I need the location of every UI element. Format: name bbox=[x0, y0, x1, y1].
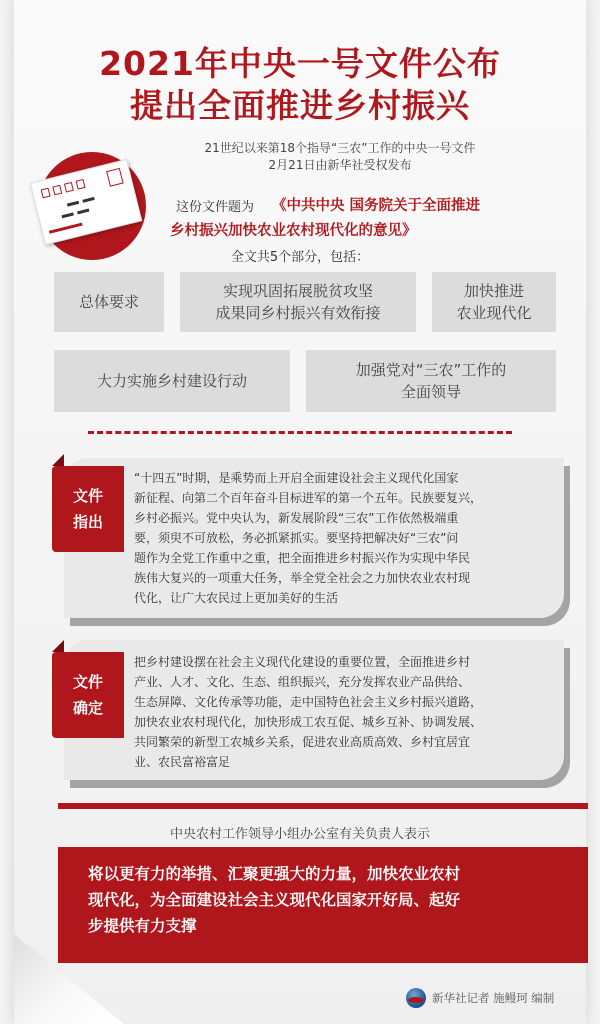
part-agri-modernization bbox=[432, 272, 556, 332]
card-document-determines bbox=[64, 640, 564, 780]
address-line bbox=[82, 197, 94, 203]
tag-label-line1: 文件 bbox=[72, 487, 103, 505]
postcode-box bbox=[64, 182, 74, 193]
document-name-line2: 乡村振兴加快农业农村现代化的意见》 bbox=[170, 223, 417, 239]
address-line bbox=[49, 223, 83, 234]
part-label-line1: 加强党对“三农”工作的 bbox=[355, 361, 507, 379]
statement-line2: 现代化，为全面建设社会主义现代化国家开好局、起好 bbox=[88, 891, 461, 909]
part-label-line2: 农业现代化 bbox=[456, 304, 532, 322]
card-text-line: 业、农民富裕富足 bbox=[134, 755, 231, 769]
address-line bbox=[77, 209, 89, 215]
part-label: 大力实施乡村建设行动 bbox=[96, 372, 247, 390]
card-text-line: 代化，让广大农民过上更加美好的生活 bbox=[134, 591, 339, 605]
postcode-box bbox=[52, 185, 62, 196]
postcode-box bbox=[41, 188, 51, 199]
card-text-line: 产业、人才、文化、生态、组织振兴，充分发挥农业产品供给、 bbox=[134, 675, 471, 689]
card-text-line: 新征程、向第二个百年奋斗目标进军的第一个五年。民族要复兴， bbox=[134, 491, 483, 505]
page-title-line1: 2021年中央一号文件公布 bbox=[99, 44, 501, 83]
tag-label-line1: 文件 bbox=[72, 673, 103, 691]
subtitle-line1: 21世纪以来第18个指导“三农”工作的中央一号文件 bbox=[204, 141, 476, 155]
card-text-line: 族伟大复兴的一项重大任务，举全党全社会之力加快农业农村现 bbox=[134, 571, 471, 585]
xinhua-globe-icon bbox=[406, 988, 426, 1008]
statement-divider bbox=[58, 803, 588, 809]
card-text-line: 把乡村建设摆在社会主义现代化建设的重要位置，全面推进乡村 bbox=[134, 655, 471, 669]
page-title-line2: 提出全面推进乡村振兴 bbox=[130, 86, 470, 125]
part-label-line1: 加快推进 bbox=[463, 282, 524, 300]
card-text-line: 乡村必振兴。党中央认为，新发展阶段“三农”工作依然极端重 bbox=[134, 511, 459, 525]
statement-box bbox=[58, 847, 588, 963]
part-label-line2: 成果同乡村振兴有效衔接 bbox=[215, 304, 381, 322]
section-divider bbox=[88, 431, 512, 434]
document-name-line1: 《中共中央 国务院关于全面推进 bbox=[272, 198, 481, 214]
part-overall-requirements bbox=[54, 272, 164, 332]
part-label-line2: 全面领导 bbox=[400, 383, 461, 401]
postcode-box bbox=[76, 179, 86, 190]
statement-source: 中央农村工作领导小组办公室有关负责人表示 bbox=[169, 827, 430, 842]
tag-label-line2: 指出 bbox=[72, 513, 103, 531]
parts-intro: 全文共5个部分，包括： bbox=[230, 250, 370, 265]
footer-credit bbox=[406, 988, 554, 1008]
statement-line1: 将以更有力的举措、汇聚更强大的力量，加快农业农村 bbox=[88, 865, 461, 883]
address-line bbox=[67, 201, 79, 207]
tag-label-line2: 确定 bbox=[72, 699, 103, 717]
part-label: 总体要求 bbox=[78, 293, 139, 311]
tag-document-determines bbox=[52, 652, 124, 738]
tag-document-points bbox=[52, 466, 124, 552]
card-text-line: 共同繁荣的新型工农城乡关系，促进农业高质高效、乡村宜居宜 bbox=[134, 735, 471, 749]
card-text-line: 加快农业农村现代化，加快形成工农互促、城乡互补、协调发展、 bbox=[134, 715, 483, 729]
part-rural-construction bbox=[54, 350, 290, 412]
card-text-line: 生态屏障、文化传承等功能，走中国特色社会主义乡村振兴道路， bbox=[134, 695, 483, 709]
stamp-box bbox=[106, 168, 123, 187]
card-document-points bbox=[64, 458, 564, 618]
document-intro: 这份文件题为 bbox=[176, 200, 255, 215]
credit-text: 新华社记者 施鳗珂 编制 bbox=[432, 991, 555, 1005]
part-label-line1: 实现巩固拓展脱贫攻坚 bbox=[222, 282, 373, 300]
card-text-line: 题作为全党工作重中之重，把全面推进乡村振兴作为实现中华民 bbox=[134, 551, 471, 565]
address-line bbox=[61, 212, 73, 218]
card-text-line: “十四五”时期，是乘势而上开启全面建设社会主义现代化国家 bbox=[134, 471, 459, 485]
part-party-leadership bbox=[306, 350, 556, 412]
subtitle-line2: 2月21日由新华社受权发布 bbox=[268, 158, 412, 172]
part-poverty-alleviation bbox=[180, 272, 416, 332]
card-text-line: 要，须臾不可放松，务必抓紧抓实。要坚持把解决好“三农”问 bbox=[134, 531, 459, 545]
statement-line3: 步提供有力支撑 bbox=[88, 917, 197, 935]
